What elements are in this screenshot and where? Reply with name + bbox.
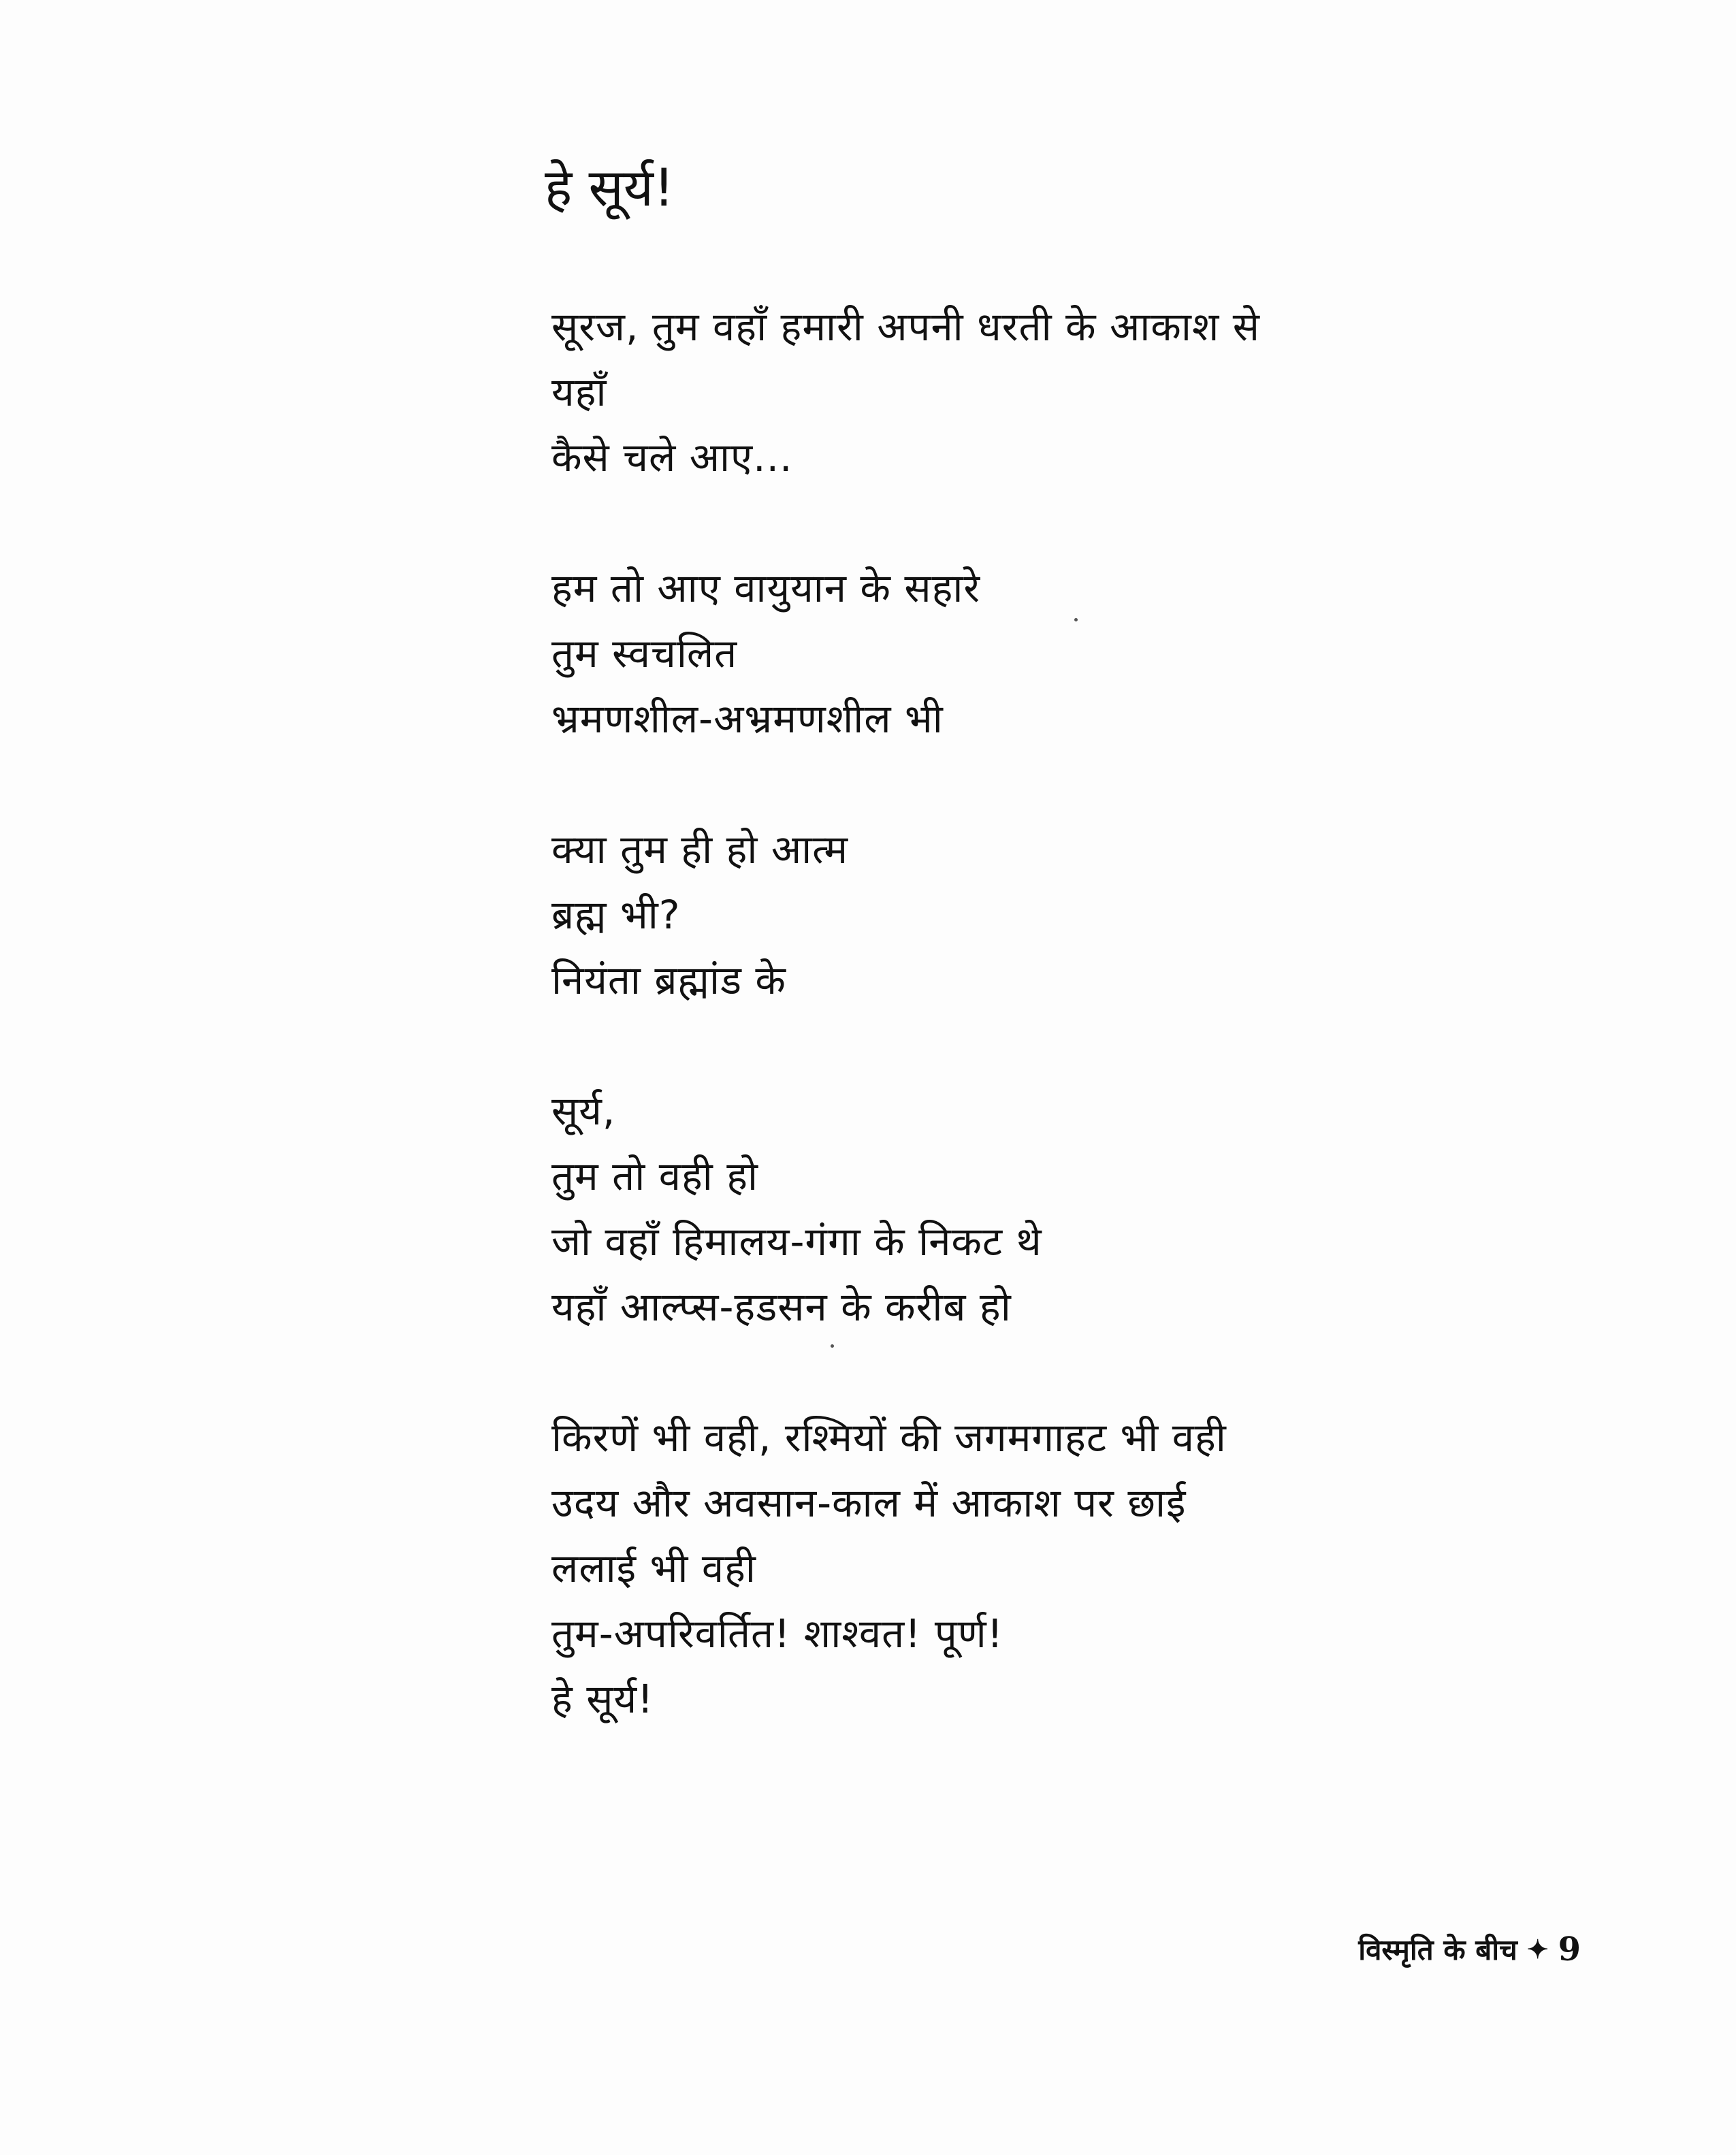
separator-ornament-icon: ✦	[1526, 1934, 1549, 1964]
scan-speck	[1074, 618, 1078, 621]
poem-line: हम तो आए वायुयान के सहारे	[551, 565, 981, 611]
stanza-3	[551, 817, 1573, 1013]
poem-line: जो वहाँ हिमालय-गंगा के निकट थे	[551, 1218, 1042, 1265]
poem-line: सूर्य,	[551, 1088, 616, 1134]
stanza-4	[551, 1078, 1573, 1340]
poem-line: ललाई भी वही	[551, 1545, 756, 1591]
poem-line: ब्रह्म भी?	[551, 892, 681, 938]
poem-line: कैसे चले आए...	[551, 434, 793, 481]
poem-line: भ्रमणशील-अभ्रमणशील भी	[551, 696, 944, 742]
stanza-2	[551, 555, 1573, 751]
stanza-1	[551, 294, 1573, 490]
page-footer	[1358, 1930, 1581, 1968]
poem-line: तुम तो वही हो	[551, 1153, 759, 1199]
poem-line: हे सूर्य!	[551, 1676, 654, 1722]
poem-line: उदय और अवसान-काल में आकाश पर छाई	[551, 1480, 1187, 1526]
poem-line: नियंता ब्रह्मांड के	[551, 957, 786, 1003]
poem-line: तुम-अपरिवर्तित! शाश्वत! पूर्ण!	[551, 1610, 1003, 1657]
poem-line: क्या तुम ही हो आत्म	[551, 826, 849, 873]
page-number: 9	[1558, 1930, 1581, 1968]
poem-line: तुम स्वचलित	[551, 630, 738, 677]
running-book-title: विस्मृति के बीच	[1358, 1933, 1517, 1966]
poem-body	[551, 294, 1573, 1797]
poem-line: यहाँ	[551, 369, 607, 415]
scan-speck	[831, 1344, 834, 1348]
poem-line: किरणें भी वही, रश्मियों की जगमगाहट भी वही	[551, 1414, 1227, 1461]
poem-line: यहाँ आल्प्स-हडसन के करीब हो	[551, 1284, 1012, 1330]
stanza-5	[551, 1405, 1573, 1732]
poem-title: हे सूर्य!	[545, 157, 675, 218]
poem-line: सूरज, तुम वहाँ हमारी अपनी धरती के आकाश से	[551, 304, 1260, 350]
